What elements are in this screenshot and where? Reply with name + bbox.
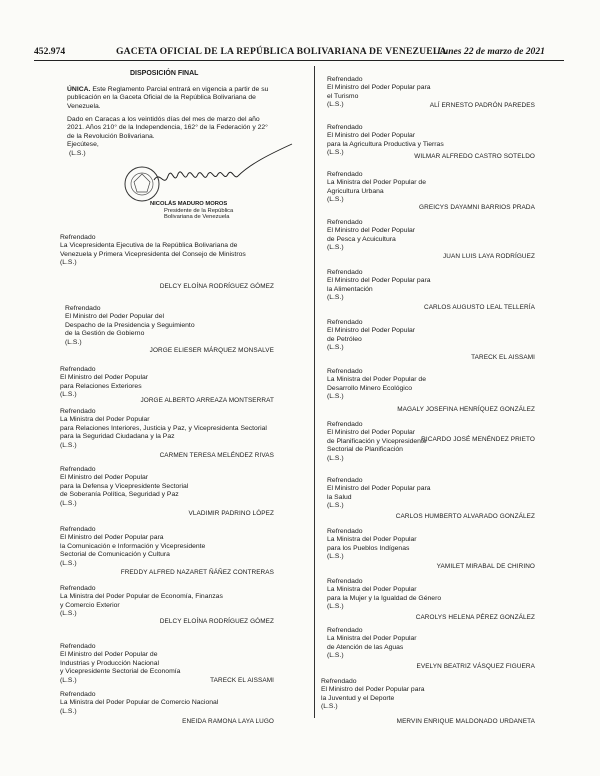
gazette-title: GACETA OFICIAL DE LA REPÚBLICA BOLIVARIANA DE VENEZUELA [116,46,447,57]
section-heading: DISPOSICIÓN FINAL [130,70,199,77]
left-refrendado-8: Refrendado [60,691,96,698]
right-ministry-line-9-1: para los Pueblos Indígenas [327,544,410,552]
president-role-2: Bolivariana de Venezuela [164,214,230,220]
right-ministry-line-8-0: El Ministro del Poder Popular para [327,485,431,493]
right-ls-0: (L.S.) [327,101,344,109]
right-refrendado-7: Refrendado [327,421,363,428]
right-ministry-line-10-1: para la Mujer y la Igualdad de Género [327,594,442,602]
right-refrendado-10: Refrendado [327,578,363,585]
left-ministry-line-1-2: de la Gestión de Gobierno [65,330,145,338]
unica-line-1: Este Reglamento Parcial entrará en vigencia a partir de su [92,86,269,93]
left-ls-3: (L.S.) [60,441,77,449]
left-ministry-line-6-1: y Comercio Exterior [60,601,120,609]
left-ls-5: (L.S.) [60,559,77,567]
left-ministry-line-7-1: Industrias y Producción Nacional [60,659,159,667]
left-ministry-line-4-1: para la Defensa y Vicepresidente Sectorial [60,482,189,490]
right-refrendado-5: Refrendado [327,319,363,326]
right-refrendado-3: Refrendado [327,219,363,226]
left-minister-name-2: JORGE ALBERTO ARREAZA MONTSERRAT [140,397,274,404]
unica-line-2: publicación en la Gaceta Oficial de la República Bolivariana de [67,94,256,102]
right-minister-name-1: WILMAR ALFREDO CASTRO SOTELDO [414,153,535,160]
right-ls-7: (L.S.) [327,454,344,462]
right-ls-6: (L.S.) [327,393,344,401]
column-divider [314,66,315,718]
right-ministry-line-12-1: la Juventud y el Deporte [321,694,395,702]
right-ministry-line-7-2: Sectorial de Planificación [327,446,403,454]
right-ministry-line-2-0: La Ministra del Poder Popular de [327,179,426,187]
page-number: 452.974 [34,46,66,57]
left-refrendado-7: Refrendado [60,643,96,650]
right-ls-1: (L.S.) [327,149,344,157]
right-minister-name-7: RICARDO JOSÉ MENÉNDEZ PRIETO [421,436,535,443]
left-minister-name-6: DELCY ELOÍNA RODRÍGUEZ GÓMEZ [159,618,274,625]
right-refrendado-2: Refrendado [327,171,363,178]
right-ls-3: (L.S.) [327,244,344,252]
right-ministry-line-8-1: la Salud [327,493,352,501]
left-refrendado-4: Refrendado [60,466,96,473]
left-ministry-line-5-0: El Ministro del Poder Popular para [60,534,164,542]
right-refrendado-12: Refrendado [321,678,357,685]
left-ls-0: (L.S.) [60,259,77,267]
right-ministry-line-12-0: El Ministro del Poder Popular para [321,686,425,694]
right-ministry-line-4-1: la Alimentación [327,285,373,293]
left-ministry-line-1-0: El Ministro del Poder Popular del [65,313,164,321]
left-ministry-line-7-2: y Vicepresidente Sectorial de Economía [60,668,181,676]
header-rule [34,60,564,61]
left-ls-2: (L.S.) [60,391,77,399]
right-ls-8: (L.S.) [327,502,344,510]
right-minister-name-4: CARLOS AUGUSTO LEAL TELLERÍA [423,304,535,311]
left-ministry-line-7-0: El Ministro del Poder Popular de [60,651,158,659]
right-minister-name-0: ALÍ ERNESTO PADRÓN PAREDES [429,102,535,109]
signature-scrawl-icon [154,172,238,180]
left-ministry-line-0-0: La Vicepresidenta Ejecutiva de la República Bolivariana de [60,242,238,250]
gazette-header [0,46,600,60]
left-ministry-line-5-2: Sectorial de Comunicación y Cultura [60,551,170,559]
left-minister-name-7: TARECK EL AISSAMI [210,677,274,684]
president-role-1: Presidente de la República [164,208,234,214]
right-minister-name-10: CAROLYS HELENA PÉREZ GONZÁLEZ [415,614,535,621]
right-refrendado-0: Refrendado [327,76,363,83]
right-minister-name-2: GREICYS DAYAMNI BARRIOS PRADA [419,204,535,211]
right-ministry-line-10-0: La Ministra del Poder Popular [327,586,417,594]
unica-label: ÚNICA. [67,86,91,93]
dado-line-3: de la Revolución Bolivariana. [67,132,155,140]
right-ls-5: (L.S.) [327,344,344,352]
left-ministry-line-3-2: para la Seguridad Ciudadana y la Paz [60,433,175,441]
right-ministry-line-0-0: El Ministro del Poder Popular para [327,84,431,92]
right-minister-name-11: EVELYN BEATRIZ VÁSQUEZ FIGUERA [416,663,535,670]
left-minister-name-1: JORGE ELIESER MÁRQUEZ MONSALVE [149,347,274,354]
left-refrendado-0: Refrendado [60,234,96,241]
official-seal-icon [125,167,159,201]
left-ls-8: (L.S.) [60,707,77,715]
right-ministry-line-5-0: El Ministro del Poder Popular [327,327,416,335]
left-minister-name-8: ENEIDA RAMONA LAYA LUGO [182,718,274,725]
right-ministry-line-11-1: de Atención de las Aguas [327,643,404,651]
left-ministry-line-3-0: La Ministra del Poder Popular [60,416,150,424]
right-ministry-line-3-0: El Ministro del Poder Popular [327,227,416,235]
right-ls-2: (L.S.) [327,196,344,204]
right-ls-9: (L.S.) [327,553,344,561]
right-ministry-line-1-1: para la Agricultura Productiva y Tierras [327,140,444,148]
right-ls-4: (L.S.) [327,294,344,302]
ejecutese: Ejecútese, [67,141,99,149]
left-ministry-line-2-1: para Relaciones Exteriores [60,382,142,390]
right-ls-10: (L.S.) [327,603,344,611]
right-ministry-line-2-1: Agricultura Urbana [327,187,384,195]
right-ministry-line-1-0: El Ministro del Poder Popular [327,132,416,140]
issue-date: Lunes 22 de marzo de 2021 [437,46,545,57]
right-ministry-line-7-1: de Planificación y Vicepresidente [327,437,427,445]
left-ls-7: (L.S.) [60,676,77,684]
left-ministry-line-4-2: de Soberanía Política, Seguridad y Paz [60,491,179,499]
left-ministry-line-2-0: El Ministro del Poder Popular [60,374,149,382]
right-minister-name-12: MERVIN ENRIQUE MALDONADO URDANETA [396,718,535,725]
right-ls-12: (L.S.) [321,703,338,711]
left-minister-name-5: FREDDY ALFRED NAZARET ÑÁÑEZ CONTRERAS [120,569,274,576]
right-ministry-line-7-0: El Ministro del Poder Popular [327,429,416,437]
left-ministry-line-4-0: El Ministro del Poder Popular [60,474,149,482]
right-refrendado-9: Refrendado [327,528,363,535]
right-refrendado-11: Refrendado [327,627,363,634]
left-ls-1: (L.S.) [65,338,82,346]
right-ministry-line-6-1: Desarrollo Minero Ecológico [327,384,412,392]
unica-paragraph [67,86,297,111]
right-minister-name-6: MAGALY JOSEFINA HENRÍQUEZ GONZÁLEZ [397,406,535,413]
left-ministry-line-8-0: La Ministra del Poder Popular de Comercio Nacional [60,699,219,707]
left-ministry-line-3-1: para Relaciones Interiores, Justicia y Paz, y Vicepresidenta Sectorial [60,424,267,432]
left-refrendado-6: Refrendado [60,585,96,592]
right-minister-name-5: TARECK EL AISSAMI [471,354,535,361]
left-refrendado-2: Refrendado [60,366,96,373]
left-refrendado-5: Refrendado [60,526,96,533]
right-refrendado-6: Refrendado [327,368,363,375]
left-ministry-line-6-0: La Ministra del Poder Popular de Economía, Finanzas [60,593,223,601]
president-name: NICOLÁS MADURO MOROS [150,201,228,207]
right-ministry-line-9-0: La Ministra del Poder Popular [327,536,417,544]
right-ministry-line-3-1: de Pesca y Acuicultura [327,235,396,243]
left-ministry-line-0-1: Venezuela y Primera Vicepresidenta del Consejo de Ministros [60,250,246,258]
left-refrendado-1: Refrendado [65,305,101,312]
left-minister-name-3: CARMEN TERESA MELÉNDEZ RIVAS [159,452,274,459]
left-minister-name-4: VLADIMIR PADRINO LÓPEZ [188,510,274,517]
left-refrendado-3: Refrendado [60,408,96,415]
right-ministry-line-11-0: La Ministra del Poder Popular [327,635,417,643]
right-ministry-line-5-1: de Petróleo [327,335,362,343]
dado-line-2: 2021. Años 210° de la Independencia, 162° de la Federación y 22° [67,124,268,132]
right-minister-name-9: YAMILET MIRABAL DE CHIRINO [436,563,535,570]
ls-mark: (L.S.) [69,149,86,157]
right-minister-name-3: JUAN LUIS LAYA RODRÍGUEZ [442,253,535,260]
left-minister-name-0: DELCY ELOÍNA RODRÍGUEZ GÓMEZ [159,283,274,290]
right-refrendado-1: Refrendado [327,124,363,131]
right-ministry-line-6-0: La Ministra del Poder Popular de [327,376,426,384]
right-ministry-line-0-1: el Turismo [327,92,359,100]
right-ls-11: (L.S.) [327,652,344,660]
right-minister-name-8: CARLOS HUMBERTO ALVARADO GONZÁLEZ [395,513,535,520]
right-refrendado-4: Refrendado [327,269,363,276]
left-ministry-line-1-1: Despacho de la Presidencia y Seguimiento [65,321,195,329]
right-ministry-line-4-0: El Ministro del Poder Popular para [327,277,431,285]
left-ls-6: (L.S.) [60,610,77,618]
right-refrendado-8: Refrendado [327,477,363,484]
unica-line-3: Venezuela. [67,102,101,110]
dado-line-1: Dado en Caracas a los veintidós días del mes de marzo del año [67,116,260,123]
left-ls-4: (L.S.) [60,499,77,507]
left-ministry-line-5-1: la Comunicación e Información y Vicepresidente [60,542,206,550]
